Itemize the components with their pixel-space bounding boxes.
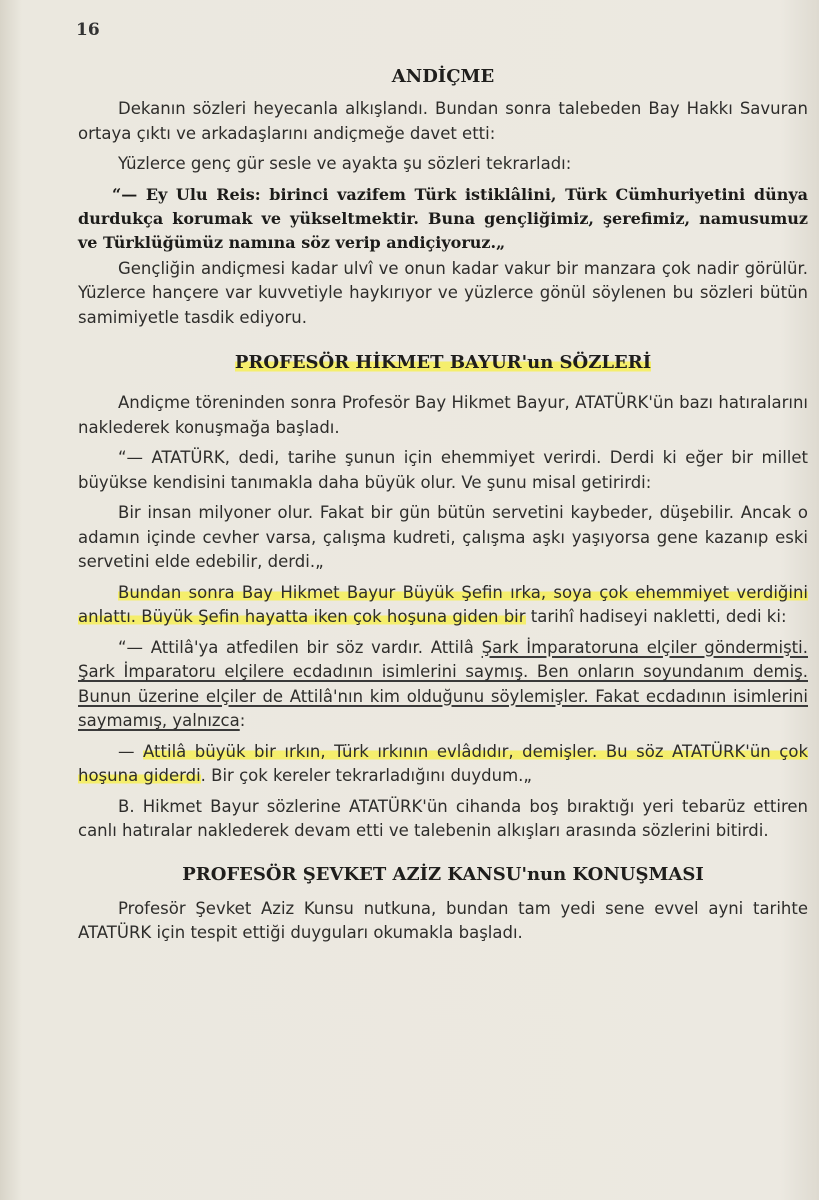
text-span: “— Attilâ'ya atfedilen bir söz vardır. Attilâ bbox=[118, 637, 482, 657]
section-title-bayur bbox=[78, 352, 808, 373]
highlighted-text: Bundan sonra Bay Hikmet Bayur Büyük Şefin ırka, soya çok ehemmiyet verdiğini anlattı. Büyük Şefin hayatta iken çok hoşuna giden bir bbox=[78, 582, 808, 626]
paragraph: “— ATATÜRK, dedi, tarihe şunun için ehemmiyet verirdi. Derdi ki eğer bir millet büyükse kendisini tanımakla daha büyük olur. Ve şunu misal getirirdi: bbox=[78, 448, 808, 492]
paragraph: Gençliğin andiçmesi kadar ulvî ve onun kadar vakur bir manzara çok nadir görülür. Yüzlerce hançere var kuvvetiyle haykırıyor ve yüzlerce gönül söylenen bu sözleri bütün samimiyetle tasdik ediyoru. bbox=[78, 258, 808, 327]
paragraph: Dekanın sözleri heyecanla alkışlandı. Bundan sonra talebeden Bay Hakkı Savuran ortaya çıktı ve arkadaşlarını andiçmeğe davet etti: bbox=[78, 99, 808, 143]
text-span: . Bir çok kereler tekrarladığını duydum.„ bbox=[200, 766, 532, 785]
underlined-text: Şark İmparatoruna elçiler göndermişti. Şark İmparatoru elçilere ecdadının isimlerini saymış. Ben onların soyundanım demiş. Bunun üzerine elçiler de Attilâ'nın kim olduğunu söylemişler. Fakat ecdadının isimlerini saymamış, yalnızca bbox=[78, 637, 808, 730]
page-content bbox=[78, 62, 808, 952]
paragraph: Yüzlerce genç gür sesle ve ayakta şu sözleri tekrarladı: bbox=[118, 154, 572, 173]
paragraph: B. Hikmet Bayur sözlerine ATATÜRK'ün cihanda boş bıraktığı yeri tebarüz ettiren canlı hatıralar naklederek devam etti ve talebenin alkışları arasında sözlerini bitirdi. bbox=[78, 796, 808, 840]
text-span: tarihî hadiseyi nakletti, dedi ki: bbox=[525, 607, 787, 626]
text-span: — bbox=[118, 741, 144, 761]
highlighted-title: PROFESÖR HİKMET BAYUR'un SÖZLERİ bbox=[234, 352, 652, 373]
section-title-andicme: ANDİÇME bbox=[391, 66, 495, 87]
paragraph: Profesör Şevket Aziz Kunsu nutkuna, bundan tam yedi sene evvel ayni tarihte ATATÜRK için tespit ettiği duyguları okumakla başladı. bbox=[78, 898, 808, 942]
section-title-kansu: PROFESÖR ŞEVKET AZİZ KANSU'nun KONUŞMASI bbox=[182, 863, 704, 885]
oath-text: “— Ey Ulu Reis: birinci vazifem Türk istiklâlini, Türk Cümhuriyetini dünya durdukça korumak ve yükseltmektir. Buna gençliğimiz, şerefimiz, namusumuz ve Türklüğümüz namına söz verip andiçiyoruz.„ bbox=[78, 184, 808, 252]
page-number: 16 bbox=[76, 20, 100, 40]
paragraph bbox=[78, 581, 808, 630]
paragraph bbox=[78, 636, 808, 734]
paragraph: Andiçme töreninden sonra Profesör Bay Hikmet Bayur, ATATÜRK'ün bazı hatıralarını naklederek konuşmağa başladı. bbox=[78, 393, 808, 437]
highlighted-text: Attilâ büyük bir ırkın, Türk ırkının evlâdıdır, demişler. Bu söz ATATÜRK'ün çok hoşuna giderdi bbox=[78, 741, 808, 785]
paragraph: Bir insan milyoner olur. Fakat bir gün bütün servetini kaybeder, düşebilir. Ancak o adamın içinde cevher varsa, çalışma kudreti, çalışma aşkı yaşıyorsa gene kazanıp eski servetini elde edebilir, derdi.„ bbox=[78, 503, 808, 571]
paragraph bbox=[78, 740, 808, 789]
text-span: : bbox=[239, 711, 246, 730]
